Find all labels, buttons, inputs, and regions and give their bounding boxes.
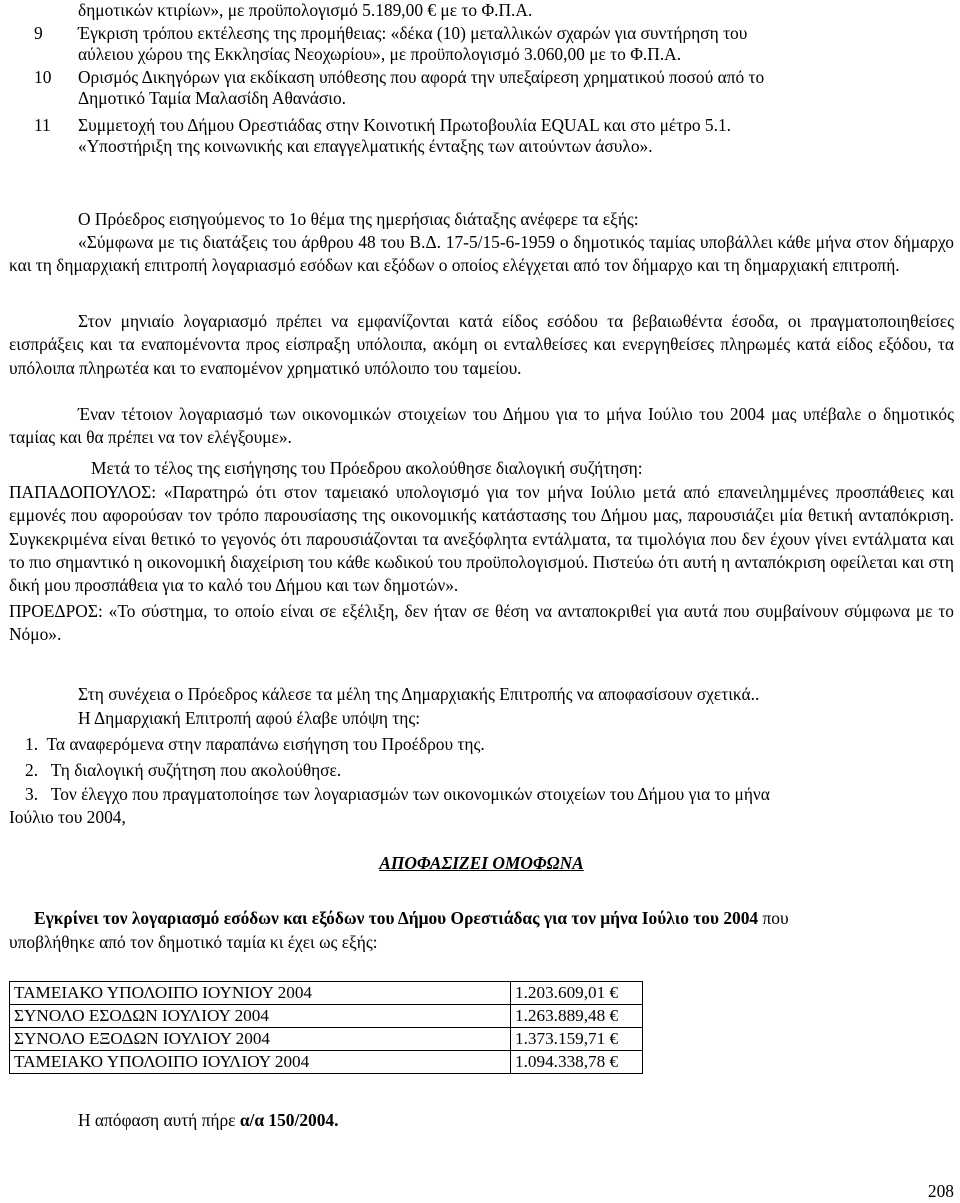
ledger-label: ΣΥΝΟΛΟ ΕΣΟΔΩΝ ΙΟΥΛΙΟΥ 2004: [10, 1005, 511, 1028]
decision-number: α/α 150/2004.: [239, 1110, 339, 1130]
page-number: 208: [927, 1181, 954, 1201]
agenda-item-9: [34, 23, 960, 65]
speaker-papadopoulos: [9, 481, 954, 597]
ledger-label: ΤΑΜΕΙΑΚΟ ΥΠΟΛΟΙΠΟ ΙΟΥΝΙΟΥ 2004: [10, 982, 511, 1005]
speaker-name: ΠΑΠΑΔΟΠΟΥΛΟΣ:: [9, 482, 157, 502]
speaker-text: «Το σύστημα, το οποίο είναι σε εξέλιξη, δεν ήταν σε θέση να ανταποκριθεί για αυτά που συμβαίνουν σύμφωνα με το Νόμο».: [9, 601, 955, 645]
table-row: [10, 1005, 643, 1028]
table-row: [10, 982, 643, 1005]
ledger-label: ΣΥΝΟΛΟ ΕΞΟΔΩΝ ΙΟΥΛΙΟΥ 2004: [10, 1028, 511, 1051]
approval-line-2: υποβλήθηκε από τον δημοτικό ταμία κι έχει ως εξής:: [9, 932, 378, 952]
committee-intro: Η Δημαρχιακή Επιτροπή αφού έλαβε υπόψη της:: [78, 708, 421, 728]
table-row: [10, 1028, 643, 1051]
consideration-3: 3. Τον έλεγχο που πραγματοποίησε των λογαριασμών των οικονομικών στοιχείων του Δήμου για το μήνα: [25, 784, 770, 804]
quote-paragraph-1: «Σύμφωνα με τις διατάξεις του άρθρου 48 του Β.Δ. 17-5/15-6-1959 ο δημοτικός ταμίας υποβάλλει κάθε μήνα στον δήμαρχο και τη δημαρχιακή επιτροπή λογαριασμό εσόδων και εξόδων ο οποίος ελέγχεται από τον δήμαρχο και τη δημαρχιακή επιτροπή.: [9, 232, 954, 276]
consideration-3-continuation: Ιούλιο του 2004,: [9, 807, 126, 827]
discussion-intro: Μετά το τέλος της εισήγησης του Πρόεδρου ακολούθησε διαλογική συζήτηση:: [91, 458, 643, 478]
ledger-amount: 1.094.338,78 €: [511, 1051, 643, 1074]
consideration-1: 1. Τα αναφερόμενα στην παραπάνω εισήγηση του Προέδρου της.: [25, 734, 485, 754]
intro-line: Ο Πρόεδρος εισηγούμενος το 1ο θέμα της ημερήσιας διάταξης ανέφερε τα εξής:: [78, 209, 639, 229]
ledger-amount: 1.373.159,71 €: [511, 1028, 643, 1051]
agenda-item-line: Συμμετοχή του Δήμου Ορεστιάδας στην Κοινοτική Πρωτοβουλία EQUAL και στο μέτρο 5.1.: [78, 115, 732, 135]
ledger-amount: 1.263.889,48 €: [511, 1005, 643, 1028]
consideration-2: 2. Τη διαλογική συζήτηση που ακολούθησε.: [25, 760, 342, 780]
document-page: [9, 0, 954, 1203]
agenda-item-line: αύλειου χώρου της Εκκλησίας Νεοχωρίου», με προϋπολογισμό 3.060,00 με το Φ.Π.Α.: [78, 44, 682, 64]
quote-paragraph-3: Έναν τέτοιον λογαριασμό των οικονομικών στοιχείων του Δήμου για το μήνα Ιούλιο του 2004 μας υπέβαλε ο δημοτικός ταμίας και θα πρέπει να τον ελέγξουμε».: [9, 404, 954, 448]
agenda-items: [34, 0, 960, 157]
speaker-text: «Παρατηρώ ότι στον ταμειακό υπολογισμό για τον μήνα Ιούλιο μετά από επανειλημμένες προσπάθειες και εμμονές που αφορούσαν τον τρόπο παρουσίασης της οικονομικής κατάστασης του Δήμου μας, παρουσιάζει μία θετική ανταπόκριση. Συγκεκριμένα είναι θετικό το γεγονός ότι παρουσιάζονται τα ανεξόφλητα εντάλματα, τα τιμολόγια που δεν έχουν γίνει εντάλματα και το πιο σημαντικό η οικονομική διαχείριση του κάθε κωδικού του προϋπολογισμού. Πιστεύω ότι αυτή η ανταπόκριση οφείλεται και στη δική μου προσπάθεια για το καλό του Δήμου και των δημοτών».: [9, 482, 954, 596]
agenda-item-line: Έγκριση τρόπου εκτέλεσης της προμήθειας: «δέκα (10) μεταλλικών σχαρών για συντήρηση του: [78, 23, 748, 43]
agenda-item-continuation: δημοτικών κτιρίων», με προϋπολογισμό 5.189,00 € με το Φ.Π.Α.: [78, 0, 533, 20]
agenda-item-10: [34, 67, 960, 109]
agenda-item-line: Ορισμός Δικηγόρων για εκδίκαση υπόθεσης που αφορά την υπεξαίρεση χρηματικού ποσού από το: [78, 67, 765, 87]
speaker-president: [9, 600, 954, 647]
ledger-table: [9, 981, 643, 1074]
decision-number-line: Η απόφαση αυτή πήρε α/α 150/2004.: [78, 1110, 339, 1130]
speaker-name: ΠΡΟΕΔΡΟΣ:: [9, 601, 103, 621]
agenda-item-line: Δημοτικό Ταμία Μαλασίδη Αθανάσιο.: [78, 88, 346, 108]
decision-heading: ΑΠΟΦΑΣΙΖΕΙ ΟΜΟΦΩΝΑ: [379, 853, 584, 873]
agenda-item-11: [34, 115, 960, 157]
ledger-amount: 1.203.609,01 €: [511, 982, 643, 1005]
approval-line-1: Εγκρίνει τον λογαριασμό εσόδων και εξόδων του Δήμου Ορεστιάδας για τον μήνα Ιούλιο του 2004 που: [34, 908, 789, 928]
agenda-item-number: 10: [34, 67, 52, 87]
vote-call: Στη συνέχεια ο Πρόεδρος κάλεσε τα μέλη της Δημαρχιακής Επιτροπής να αποφασίσουν σχετικά..: [78, 684, 760, 704]
agenda-item-line: «Υποστήριξη της κοινωνικής και επαγγελματικής ένταξης των αιτούντων άσυλο».: [78, 136, 653, 156]
agenda-item-number: 9: [34, 23, 43, 43]
approval-bold-text: Εγκρίνει τον λογαριασμό εσόδων και εξόδων του Δήμου Ορεστιάδας για τον μήνα Ιούλιο του 2004: [34, 908, 759, 928]
table-row: [10, 1051, 643, 1074]
quote-paragraph-2: Στον μηνιαίο λογαριασμό πρέπει να εμφανίζονται κατά είδος εσόδου τα βεβαιωθέντα έσοδα, οι πραγματοποιηθείσες εισπράξεις και τα εναπομένοντα προς είσπραξη υπόλοιπα, ακόμη οι ενταλθείσες και ενεργηθείσες πληρωμές κατά είδος εξόδου, τα υπόλοιπα πληρωτέα και το εναπομένον χρηματικό υπόλοιπο του ταμείου.: [9, 311, 954, 378]
agenda-item-number: 11: [34, 115, 51, 135]
ledger-label: ΤΑΜΕΙΑΚΟ ΥΠΟΛΟΙΠΟ ΙΟΥΛΙΟΥ 2004: [10, 1051, 511, 1074]
